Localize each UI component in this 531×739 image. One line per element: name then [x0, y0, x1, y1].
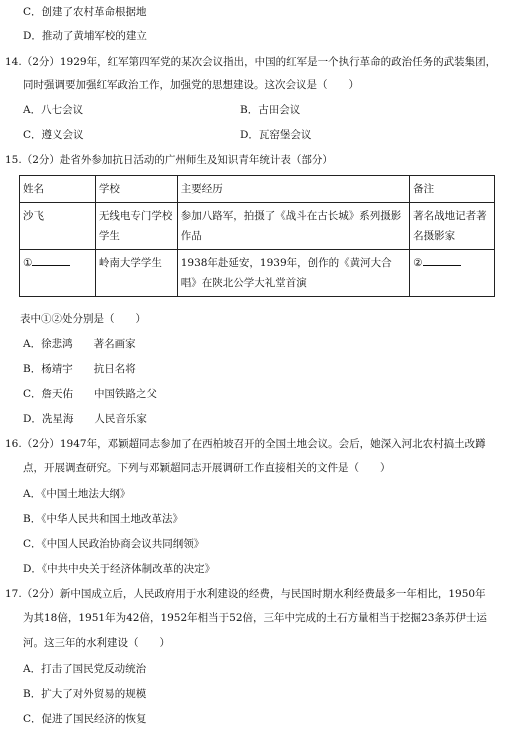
q14-option-d: D．瓦窑堡会议 [240, 129, 312, 141]
option-c-prev: C．创建了农村革命根据地 [23, 6, 147, 18]
table-header: 主要经历 [177, 176, 409, 203]
table-header: 学校 [95, 176, 177, 203]
table-cell: 参加八路军，拍摄了《战斗在古长城》系列摄影作品 [177, 203, 409, 250]
table-header: 姓名 [20, 176, 96, 203]
q14-option-a: A．八七会议 [23, 104, 84, 116]
table-cell [20, 250, 96, 297]
q17-option-c: C．促进了国民经济的恢复 [23, 713, 147, 725]
table-cell: 沙飞 [20, 203, 96, 250]
table-cell: 著名战地记者著名摄影家 [410, 203, 495, 250]
table-header: 备注 [410, 176, 495, 203]
q15-option-a: A．徐悲鸿 著名画家 [23, 338, 136, 350]
q15-option-d: D．冼星海 人民音乐家 [23, 413, 147, 425]
table-row [20, 203, 495, 250]
q17-option-b: B．扩大了对外贸易的规模 [23, 688, 147, 700]
blank-marker-2: ② [413, 257, 423, 269]
question-14-options-row1 [23, 105, 503, 116]
q15-option-c: C．詹天佑 中国铁路之父 [23, 388, 158, 400]
question-17-stem-cont: 为其18倍，1951年为42倍，1952年相当于52倍，三年中完成的土石方量相当于挖掘23条苏伊士运 [23, 612, 487, 624]
q14-option-b: B．古田会议 [240, 104, 301, 116]
blank-marker-1: ① [23, 257, 33, 269]
table-row [20, 250, 495, 297]
question-17-stem-cont2: 河。这三年的水利建设（ ） [23, 637, 170, 649]
question-14-options-row2 [23, 130, 503, 141]
question-16-stem-cont: 点，开展调查研究。下列与邓颖超同志开展调研工作直接相关的文件是（ ） [23, 462, 391, 474]
question-17-stem: 17.（2分）新中国成立后，人民政府用于水利建设的经费，与民国时期水利经费最多一年相比，1950年 [5, 588, 486, 600]
answer-blank [32, 255, 70, 266]
table-cell: 岭南大学学生 [95, 250, 177, 297]
question-16-stem: 16.（2分）1947年，邓颖超同志参加了在西柏坡召开的全国土地会议。会后，她深入河北农村搞土改蹲 [5, 438, 486, 450]
q16-option-d: D．《中共中央关于经济体制改革的决定》 [23, 563, 216, 575]
q14-option-c: C．遵义会议 [23, 129, 84, 141]
q16-option-a: A．《中国土地法大纲》 [23, 488, 131, 500]
statistics-table [19, 175, 495, 297]
answer-blank [423, 255, 461, 266]
option-d-prev: D．推动了黄埔军校的建立 [23, 30, 147, 42]
q16-option-b: B．《中华人民共和国土地改革法》 [23, 513, 183, 525]
question-15-prompt: 表中①②处分别是（ ） [20, 313, 146, 325]
table-cell [410, 250, 495, 297]
q16-option-c: C．《中国人民政治协商会议共同纲领》 [23, 538, 205, 550]
table-cell: 无线电专门学校学生 [95, 203, 177, 250]
question-14-stem: 14.（2分）1929年，红军第四军党的某次会议指出，中国的红军是一个执行革命的政治任务的武装集团， [5, 56, 497, 68]
question-15-stem: 15.（2分）赴省外参加抗日活动的广州师生及知识青年统计表（部分） [5, 154, 333, 166]
table-header-row [20, 176, 495, 203]
q15-option-b: B．杨靖宇 抗日名将 [23, 363, 136, 375]
question-14-stem-cont: 同时强调要加强红军政治工作，加强党的思想建设。这次会议是（ ） [23, 79, 359, 91]
q17-option-a: A．打击了国民党反动统治 [23, 663, 147, 675]
table-cell: 1938年赴延安，1939年，创作的《黄河大合唱》在陕北公学大礼堂首演 [177, 250, 409, 297]
